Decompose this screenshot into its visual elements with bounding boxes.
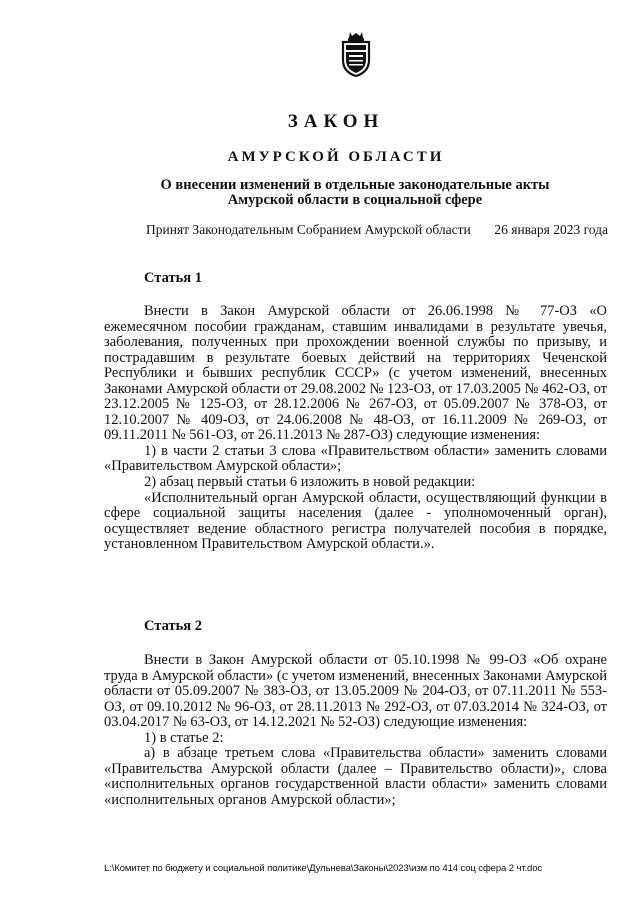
law-title: ЗАКОН — [287, 111, 385, 132]
paragraph: 2) абзац первый статьи 6 изложить в новой редакции: — [144, 474, 476, 491]
article-2-body — [104, 653, 607, 808]
paragraph: 1) в статье 2: — [144, 729, 224, 746]
file-path-footer: L:\Комитет по бюджету и социальной политике\Дульнева\Законы\2023\изм по 414 соц сфера 2 чт.doc — [104, 863, 543, 874]
paragraph: Внести в Закон Амурской области от 05.10.1998 № 99-ОЗ «Об охране труда в Амурской области» (с учетом изменений, внесенных Законами Амурской области от 05.09.2007 № 383-ОЗ, от 13.05.2009 № 204-ОЗ, от 07.11.2011 № 553-ОЗ, от 09.10.2012 № 96-ОЗ, от 28.11.2013 № 292-ОЗ, от 07.03.2014 № 324-ОЗ, от 03.04.2017 № 63-ОЗ, от 14.12.2021 № 52-ОЗ) следующие изменения: — [104, 652, 607, 731]
paragraph: а) в абзаце третьем слова «Правительства области» заменить словами «Правительства Амурской области (далее – Правительство области)», слова «исполнительных органов государственной власти области» заменить словами «исполнительных органов Амурской области»; — [104, 745, 607, 808]
paragraph: Внести в Закон Амурской области от 26.06.1998 № 77-ОЗ «О ежемесячном пособии гражданам, ставшим инвалидами в результате увечья, заболевания, полученных при прохождении военной службы по призыву, и пострадавшим в результате боевых действий на территориях Чеченской Республики и бывших республик СССР» (с учетом изменений, внесенных Законами Амурской области от 29.08.2002 № 123-ОЗ, от 17.03.2005 № 462-ОЗ, от 23.12.2005 № 125-ОЗ, от 28.12.2006 № 267-ОЗ, от 05.09.2007 № 378-ОЗ, от 12.10.2007 № 409-ОЗ, от 24.06.2008 № 48-ОЗ, от 16.11.2009 № 269-ОЗ, от 09.11.2011 № 561-ОЗ, от 26.11.2013 № 287-ОЗ) следующие изменения: — [104, 303, 607, 444]
adopted-date: 26 января 2023 года — [494, 222, 608, 237]
article-1-heading: Статья 1 — [144, 270, 202, 286]
article-1-body — [104, 304, 607, 553]
subject-line: Амурской области в социальной сфере — [227, 192, 483, 208]
subject-line: О внесении изменений в отдельные законодательные акты — [160, 177, 550, 193]
adopted-by: Принят Законодательным Собранием Амурской области — [146, 222, 471, 237]
coat-of-arms-icon — [338, 30, 374, 78]
law-subject — [120, 178, 590, 208]
article-2-heading: Статья 2 — [144, 618, 202, 634]
region-title: АМУРСКОЙ ОБЛАСТИ — [227, 149, 445, 165]
paragraph: 1) в части 2 статьи 3 слова «Правительством области» заменить словами «Правительством Амурской области»; — [104, 442, 607, 475]
paragraph: «Исполнительный орган Амурской области, осуществляющий функции в сфере социальной защиты населения (далее - уполномоченный орган), осуществляет ведение областного регистра получателей пособия в порядке, установленном Правительством Амурской области.». — [104, 489, 607, 553]
